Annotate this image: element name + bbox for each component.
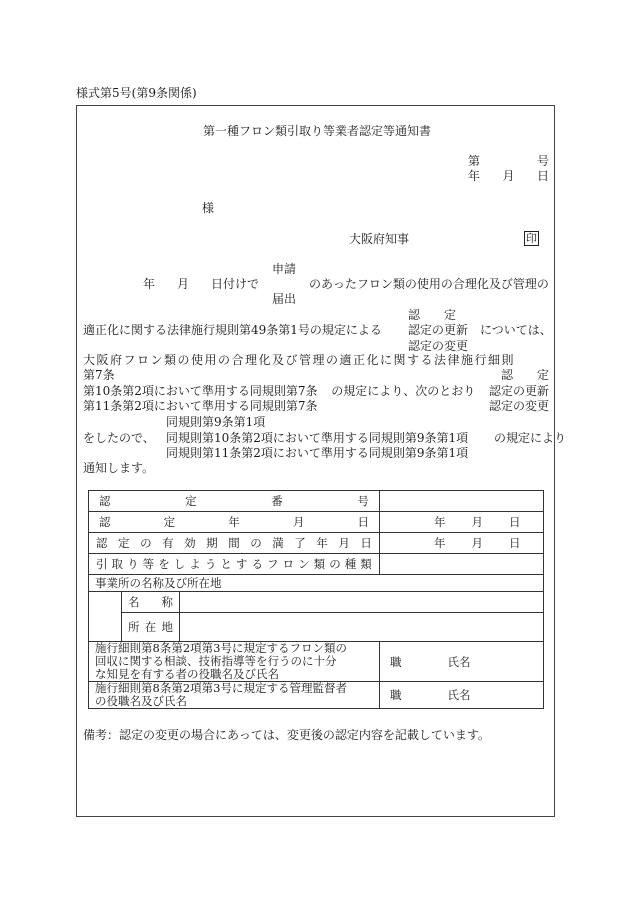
label-char: 種: [344, 557, 357, 571]
body-date-day: 日付けで: [211, 277, 260, 291]
office-name-label: [122, 592, 180, 612]
label-char: 効: [184, 536, 196, 550]
body-line-6-right: 認定の更新: [488, 384, 549, 398]
body-line-2-right: については、: [480, 323, 552, 337]
document-number-line: [468, 154, 549, 168]
table-row: [89, 512, 544, 533]
body-line-9-right: の規定により: [494, 431, 567, 445]
body-line-4-text: 大阪府フロン類の使用の合理化及び管理の適正化に関する法律施行細則: [83, 353, 516, 367]
option-notification: 届出: [272, 292, 297, 306]
remarks-note: 備考：認定の変更の場合にあっては、変更後の認定内容を記載しています。: [83, 728, 490, 742]
office-address-row: [122, 613, 544, 642]
date-day: 日: [508, 515, 521, 529]
name-label: 氏名: [447, 688, 471, 702]
body-line-9-left: をしたので、: [83, 431, 155, 445]
name-label: 氏名: [447, 654, 471, 669]
date-year: 年: [433, 515, 446, 529]
document-title: 第一種フロン類引取り等業者認定等通知書: [203, 124, 432, 138]
option-renewal: 認定の更新: [408, 323, 469, 337]
label-char: 称: [161, 595, 173, 609]
label-char: の: [250, 536, 262, 550]
label-char: ロ: [282, 557, 295, 571]
expiry-date-label: [89, 533, 380, 554]
form-number-label: 様式第5号(第9条関係): [76, 86, 197, 100]
label-char: 所: [128, 620, 140, 634]
freon-type-label: [89, 554, 380, 575]
manager-label: [89, 682, 380, 709]
table-row: [89, 533, 544, 554]
label-char: り: [127, 557, 139, 571]
manager-value: [379, 682, 543, 709]
label-char: 了: [294, 536, 306, 550]
label-char: 日: [360, 536, 372, 550]
label-char: 間: [228, 536, 240, 550]
date-month: 月: [471, 536, 483, 550]
date-day: 日: [508, 536, 521, 550]
manager-label-line: 施行細則第8条第2項第3号に規定する管理監督者: [95, 681, 347, 695]
date-month: 月: [471, 515, 483, 529]
option-change: 認定の変更: [408, 339, 469, 353]
cert-number-label: [89, 491, 380, 512]
label-char: 類: [313, 557, 326, 571]
office-name-row: [122, 592, 544, 613]
advisor-value: [379, 642, 543, 682]
label-char: 地: [161, 620, 173, 634]
label-char: る: [251, 557, 263, 571]
body-line-5-right: 認 定: [500, 368, 549, 382]
label-char: 引: [96, 557, 108, 571]
advisor-label-line: 施行細則第8条第2項第3号に規定するフロン類の: [95, 641, 347, 655]
office-header-text: 事業所の名称及び所在地: [95, 576, 222, 590]
body-line-6: [83, 384, 549, 398]
label-char: 在: [144, 620, 157, 634]
body-line-7-right: 認定の変更: [488, 399, 549, 413]
table-row: [89, 592, 544, 613]
table-row: [89, 613, 544, 642]
label-char: 有: [162, 536, 174, 550]
option-certification: 認 定: [408, 308, 457, 322]
body-phrase-1: のあったフロン類の使用の合理化及び管理の: [309, 277, 549, 291]
body-line-8: 同規則第9条第1項: [166, 415, 266, 429]
label-char: 認: [99, 494, 111, 508]
label-char: フ: [267, 557, 279, 571]
body-line-10: 同規則第11条第2項において準用する同規則第9条第1項: [166, 446, 469, 460]
body-line-7-left: 第11条第2項において準用する同規則第7条: [83, 399, 318, 413]
body-line-9-mid: 同規則第10条第2項において準用する同規則第9条第1項: [166, 431, 469, 445]
label-char: 期: [206, 536, 218, 550]
label-char: 年: [316, 536, 328, 550]
table-row: [89, 642, 544, 682]
cert-date-label: [89, 512, 380, 533]
issuer-name: 大阪府知事: [349, 232, 410, 246]
label-char: し: [173, 557, 186, 571]
label-char: 月: [338, 536, 350, 550]
number-suffix: 号: [536, 154, 549, 168]
advisor-label: [89, 642, 380, 682]
body-line-6-left: 第10条第2項において準用する同規則第7条: [83, 384, 318, 398]
label-char: 号: [357, 494, 369, 508]
body-line-6-mid: の規定により、次のとおり: [331, 384, 476, 398]
label-char: 満: [272, 536, 284, 550]
label-char: 月: [292, 515, 305, 529]
certification-info-table: [88, 490, 544, 709]
office-address-label: [122, 613, 180, 641]
body-line-5: [83, 368, 549, 382]
cert-date-value: [379, 512, 543, 533]
label-char: 日: [357, 515, 369, 529]
option-application: 申請: [272, 262, 297, 276]
position-label: 職: [389, 688, 402, 702]
position-label: 職: [389, 654, 402, 669]
label-char: 取: [111, 557, 124, 571]
indent-spacer: [89, 592, 122, 642]
body-date-month: 月: [177, 277, 190, 291]
label-char: と: [220, 557, 232, 571]
body-line-7: [83, 399, 549, 413]
label-char: の: [140, 536, 152, 550]
date-year: 年: [433, 536, 446, 550]
label-char: 定: [118, 536, 130, 550]
label-char: 認: [99, 515, 111, 529]
label-char: 等: [142, 557, 155, 571]
table-row: [89, 554, 544, 575]
label-char: 類: [360, 557, 372, 571]
label-char: 定: [163, 515, 176, 529]
table-row: [89, 575, 544, 592]
advisor-label-line: 回収に関する相談、技術指導等を行うのに十分: [95, 654, 337, 668]
label-char: の: [329, 557, 341, 571]
body-date-year: 年: [143, 277, 156, 291]
table-row: [89, 682, 544, 709]
date-month: 月: [502, 169, 515, 183]
expiry-date-value: [379, 533, 543, 554]
advisor-label-line: な知見を有する者の役職名及び氏名: [95, 667, 279, 681]
number-prefix: 第: [468, 154, 481, 168]
table-row: [89, 491, 544, 512]
label-char: 年: [228, 515, 240, 529]
manager-label-line: の役職名及び氏名: [95, 694, 187, 708]
label-char: ン: [298, 557, 310, 571]
label-char: う: [204, 557, 217, 571]
document-date-line: [468, 169, 549, 183]
label-char: す: [235, 557, 248, 571]
label-char: 番: [271, 494, 283, 508]
office-header: [89, 575, 544, 592]
seal-mark: 印: [526, 232, 537, 245]
date-day: 日: [536, 169, 549, 183]
cert-number-value: [379, 491, 543, 512]
body-line-11: 通知します。: [83, 461, 155, 475]
body-line-4: [83, 353, 549, 367]
date-year: 年: [468, 169, 481, 183]
label-char: よ: [189, 557, 201, 571]
label-char: 定: [185, 494, 197, 508]
label-char: 名: [128, 595, 140, 609]
label-char: 認: [96, 536, 108, 550]
body-line-5-left: 第7条: [83, 368, 115, 382]
addressee-suffix: 様: [202, 201, 215, 215]
label-char: を: [158, 557, 170, 571]
freon-type-value: [379, 554, 543, 575]
body-line-2-left: 適正化に関する法律施行規則第49条第1号の規定による: [83, 323, 382, 337]
